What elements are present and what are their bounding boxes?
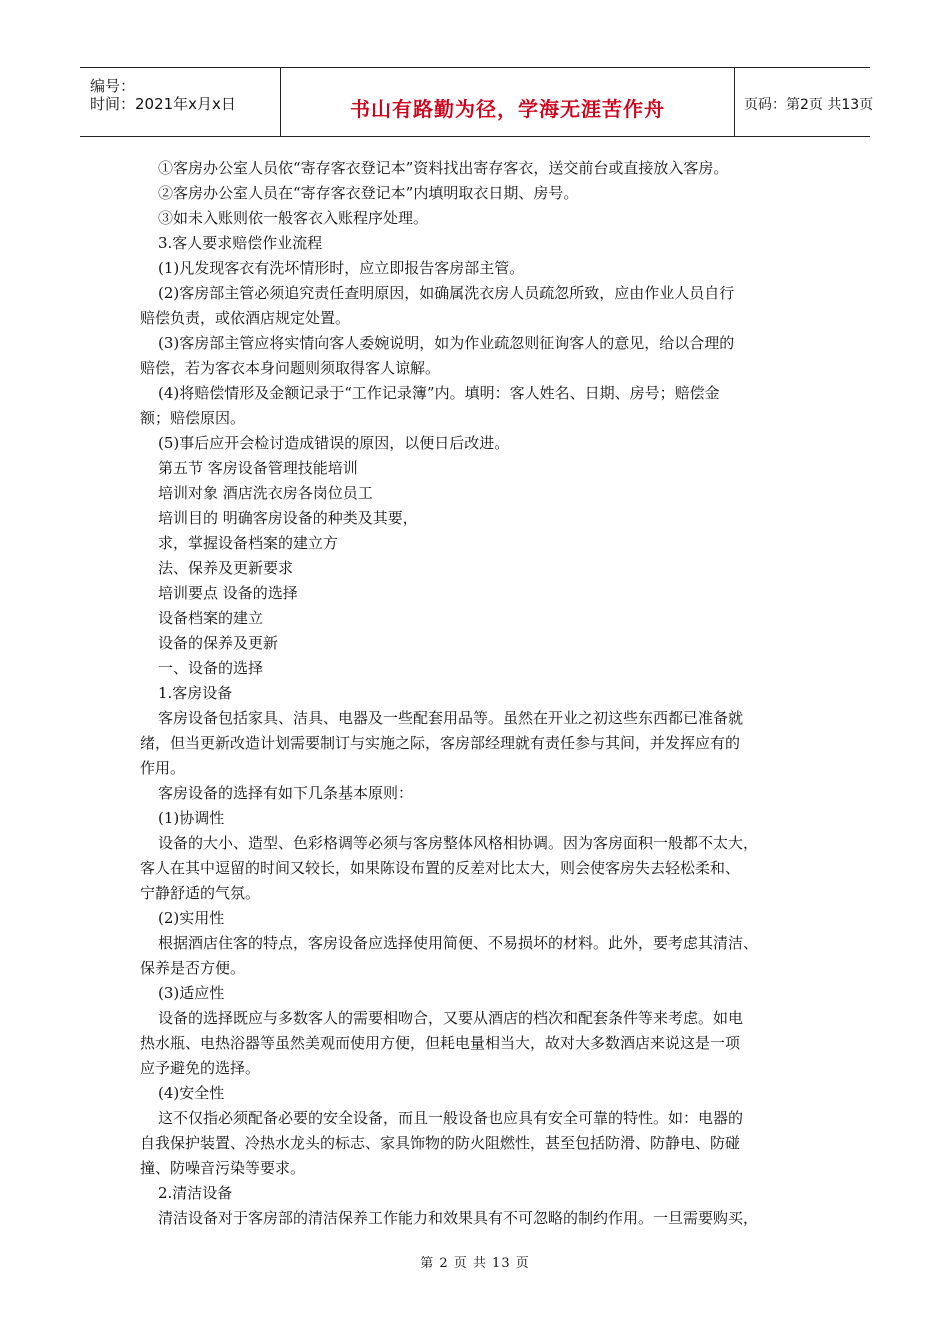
body-line: 客人在其中逗留的时间又较长，如果陈设布置的反差对比太大，则会使客房失去轻松柔和、: [140, 859, 741, 877]
body-line: 作用。: [140, 759, 186, 777]
section-heading: 2.清洁设备: [158, 1184, 233, 1202]
body-line: ①客房办公室人员依“寄存客衣登记本”资料找出寄存客衣，送交前台或直接放入客房。: [158, 159, 729, 177]
body-line: (5)事后应开会检讨造成错误的原因，以便日后改进。: [158, 434, 510, 452]
section-heading: 第五节 客房设备管理技能培训: [158, 459, 358, 477]
body-line: 根据酒店住客的特点，客房设备应选择使用简便、不易损坏的材料。此外，要考虑其清洁、: [158, 934, 759, 952]
body-line: 培训对象 酒店洗衣房各岗位员工: [158, 484, 373, 502]
body-line: ②客房办公室人员在“寄存客衣登记本”内填明取衣日期、房号。: [158, 184, 579, 202]
section-heading: (3)适应性: [158, 984, 225, 1002]
body-line: 设备的大小、造型、色彩格调等必须与客房整体风格相协调。因为客房面积一般都不太大，: [158, 834, 759, 852]
body-line: 培训要点 设备的选择: [158, 584, 298, 602]
section-heading: (2)实用性: [158, 909, 225, 927]
section-heading: 一、设备的选择: [158, 659, 264, 677]
body-line: 赔偿负责，或依酒店规定处置。: [140, 309, 351, 327]
body-line: ③如未入账则依一般客衣入账程序处理。: [158, 209, 429, 227]
body-line: 赔偿，若为客衣本身问题则须取得客人谅解。: [140, 359, 441, 377]
body-line: 宁静舒适的气氛。: [140, 884, 261, 902]
body-line: 这不仅指必须配备必要的安全设备，而且一般设备也应具有安全可靠的特性。如：电器的: [158, 1109, 744, 1127]
body-line: 应予避免的选择。: [140, 1059, 261, 1077]
section-heading: (1)协调性: [158, 809, 225, 827]
body-line: (2)客房部主管必须追究责任查明原因，如确属洗衣房人员疏忽所致，应由作业人员自行: [158, 284, 735, 302]
body-line: 绪，但当更新改造计划需要制订与实施之际，客房部经理就有责任参与其间，并发挥应有的: [140, 734, 741, 752]
header-motto: 书山有路勤为径，学海无涯苦作舟: [350, 97, 665, 121]
page-footer: 第 2 页 共 13 页: [420, 1256, 530, 1271]
section-heading: (4)安全性: [158, 1084, 225, 1102]
header-left-cell: [80, 68, 280, 136]
body-line: 设备档案的建立: [158, 609, 264, 627]
header-page-number: 页码：第2页 共13页: [744, 97, 874, 113]
header-motto-cell: [280, 68, 735, 136]
body-line: 客房设备的选择有如下几条基本原则：: [158, 784, 414, 802]
document-body: [140, 156, 820, 1231]
body-line: 额；赔偿原因。: [140, 409, 246, 427]
doc-number-label: 编号：: [90, 77, 136, 95]
body-line: 求，掌握设备档案的建立方: [158, 534, 339, 552]
body-line: (1)凡发现客衣有洗坏情形时，应立即报告客房部主管。: [158, 259, 525, 277]
body-line: 培训目的 明确客房设备的种类及其要，: [158, 509, 418, 527]
body-line: 客房设备包括家具、洁具、电器及一些配套用品等。虽然在开业之初这些东西都已准备就: [158, 709, 744, 727]
section-heading: 1.客房设备: [158, 684, 233, 702]
body-line: 热水瓶、电热浴器等虽然美观而使用方便，但耗电量相当大，故对大多数酒店来说这是一项: [140, 1034, 741, 1052]
section-heading: 3.客人要求赔偿作业流程: [158, 234, 323, 252]
body-line: 清洁设备对于客房部的清洁保养工作能力和效果具有不可忽略的制约作用。一旦需要购买，: [158, 1209, 759, 1227]
body-line: (3)客房部主管应将实情向客人委婉说明，如为作业疏忽则征询客人的意见，给以合理的: [158, 334, 735, 352]
doc-time-label: 时间：2021年x月x日: [90, 95, 236, 113]
body-line: 设备的选择既应与多数客人的需要相吻合，又要从酒店的档次和配套条件等来考虑。如电: [158, 1009, 744, 1027]
body-line: 设备的保养及更新: [158, 634, 279, 652]
header-page-cell: [734, 68, 874, 136]
body-line: 撞、防噪音污染等要求。: [140, 1159, 306, 1177]
body-line: 自我保护装置、冷热水龙头的标志、家具饰物的防火阻燃性，甚至包括防滑、防静电、防碰: [140, 1134, 741, 1152]
body-line: (4)将赔偿情形及金额记录于“工作记录簿”内。填明：客人姓名、日期、房号；赔偿金: [158, 384, 720, 402]
body-line: 法、保养及更新要求: [158, 559, 294, 577]
body-line: 保养是否方便。: [140, 959, 246, 977]
page-header: [80, 67, 874, 137]
